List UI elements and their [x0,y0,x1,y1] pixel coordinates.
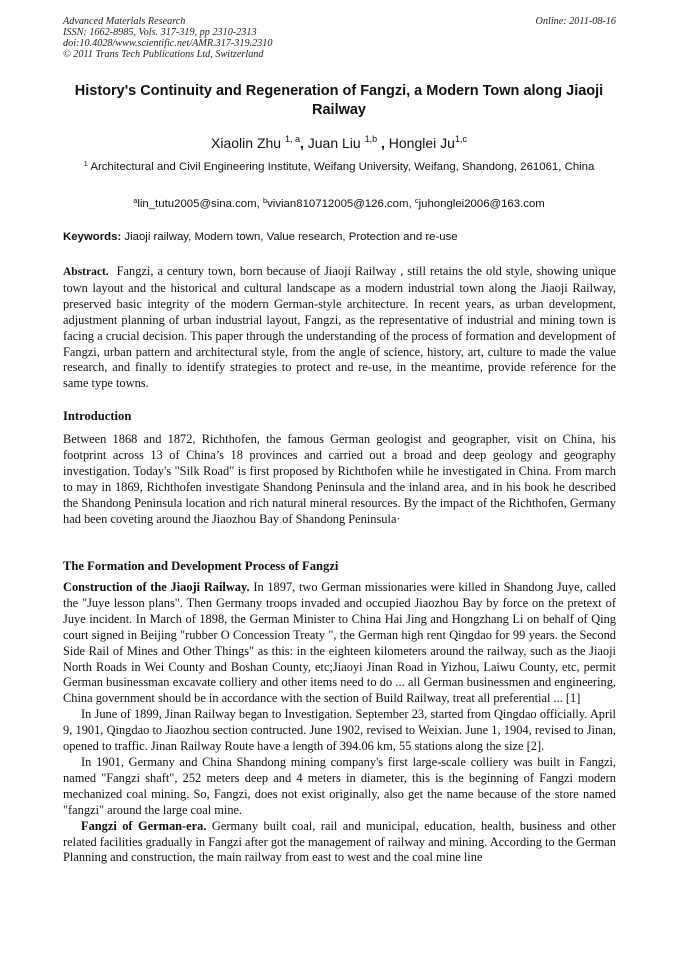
journal-name: Advanced Materials Research [63,16,186,27]
author-superscript: 1, a [284,134,300,144]
paragraph-lead: Fangzi of German-era. [81,818,207,833]
email-superscript: a [133,196,138,205]
introduction-paragraph [63,432,616,527]
author-superscript: 1,c [454,134,467,144]
author-name: Honglei Ju [388,135,455,151]
paragraph-text: In 1897, two German missionaries were killed in Shandong Juye, called the "Juye lesson plans". Then Germany troops invaded and occupied Jiaozhou Bay by force on the pretext of Juye incident. In March of 1898, the German Minister to China Hai Jing and Hongzhang Li on behalf of Qing court signed in Beijing "rubber O Concession Treaty ", the German high rent Qingdao for 99 years. the Second Side Rail of Mines and Other Things" as this: in the eighteen kilometers around the railway, such as the Jiaoji North Roads in Wei County and Boshan County, etc;Jiaoyi Jinan Road in Yizhou, Laiwu County, etc, permit German businessman excavate colliery and other items need to do ... all German businessmen and engineering, China government should be in accordance with the section of Build Railway, treat all preferential ... [1] [63,580,616,706]
email-superscript: b [262,196,268,205]
journal-header [63,16,616,60]
paragraph [63,580,616,707]
paper-title: History's Continuity and Regeneration of Fangzi, a Modern Town along Jiaoji Railway [74,83,604,118]
author-list: Xiaolin Zhu $^{1, a}$, Juan Liu $^{1,b}$ , Honglei Ju$^{1,c}$ [211,134,467,151]
author-name: Xiaolin Zhu [211,135,282,151]
online-date: Online: 2011-08-16 [535,16,616,27]
introduction-text: Between 1868 and 1872, Richthofen, the famous German geologist and geographer, visit on China, his footprint across 13 of China’s 18 provinces and carried out a broad and deep geology and geography investigation. Today's "Silk Road" is first proposed by Richthofen while he investigated in China. From march to may in 1869, Richthofen investigate Shandong Peninsula and the inland area, and in his book he described the Shandong Peninsula location and rich natural mineral resources. By the impact of the Richthofen, Germany had been coveting around the Jiaozhou Bay of Shandong Peninsula· [63,432,616,526]
author-name: Juan Liu [307,135,361,151]
email-address[interactable]: lin_tutu2005@sina.com [137,198,257,210]
keywords-text: Jiaoji railway, Modern town, Value research, Protection and re-use [124,231,458,243]
paragraph-text: Germany built coal, rail and municipal, education, health, business and other related facilities gradually in Fangzi after got the management of railway and mining. According to the German Planning and construction, the main railway from east to west and the coal mine line [63,818,617,865]
email-address[interactable]: juhonglei2006@163.com [418,198,545,210]
affiliation [70,156,608,175]
section-heading-introduction: Introduction [63,409,132,423]
copyright-line: © 2011 Trans Tech Publications Ltd, Switzerland [63,49,264,60]
paragraph-lead: Construction of the Jiaoji Railway. [63,580,250,594]
abstract-text: Fangzi, a century town, born because of Jiaoji Railway , still retains the old style, showing unique town layout and the historical and cultural landscape as a modern industrial town along the Jiaoji Railway, preserved basic integrity of the modern German-style architecture. In recent years, as urban development, adjustment planning of urban industrial layout, Fangzi, as the representative of industrial and mining town is facing a crucial decision. This paper through the understanding of the process of formation and development of Fangzi, urban pattern and architectural style, from the angle of science, history, art, culture to made the value research, and finally to identify strategies to protect and re-use, in the meantime, provide reference for the same type towns. [63,264,616,391]
paragraph: In 1901, Germany and China Shandong mining company's first large-scale colliery was built in Fangzi, named "Fangzi shaft", 252 meters deep and 4 meters in diameter, this is the beginning of Fangzi modern mechanized coal mining. So, Fangzi, does not exist originally, also get the name because of the store named "fangzi" around the large coal mine. [63,754,616,817]
keywords [63,230,616,245]
formation-section [63,580,616,866]
abstract [63,264,616,392]
author-superscript: 1,b [364,134,378,144]
paragraph [63,819,616,867]
affiliation-superscript: 1 [83,159,88,168]
issn-line: ISSN: 1662-8985, Vols. 317-319, pp 2310-2313 [63,27,257,38]
email-list: $^a$lin_tutu2005@sina.com, $^b$vivian810712005@126.com, $^c$juhonglei2006@163.com [133,196,545,210]
section-heading-formation: The Formation and Development Process of Fangzi [63,559,339,573]
email-superscript: c [414,196,419,205]
paragraph: In June of 1899, Jinan Railway began to Investigation. September 23, started from Qingdao officially. April 9, 1901, Qingdao to Jiaozhou section contructed. June 1902, revised to Weixian. June 1, 1904, revised to Jinan, opened to traffic. Jinan Railway Route have a length of 394.06 km, 55 stations along the size [2]. [63,707,616,754]
keywords-label: Keywords: [63,231,122,243]
affiliation-text: Architectural and Civil Engineering Institute, Weifang University, Weifang, Shandong, 261061, China [90,161,595,173]
doi-line: doi:10.4028/www.scientific.net/AMR.317-319.2310 [63,38,273,49]
email-address[interactable]: vivian810712005@126.com [267,198,409,210]
abstract-label: Abstract. [63,266,109,278]
